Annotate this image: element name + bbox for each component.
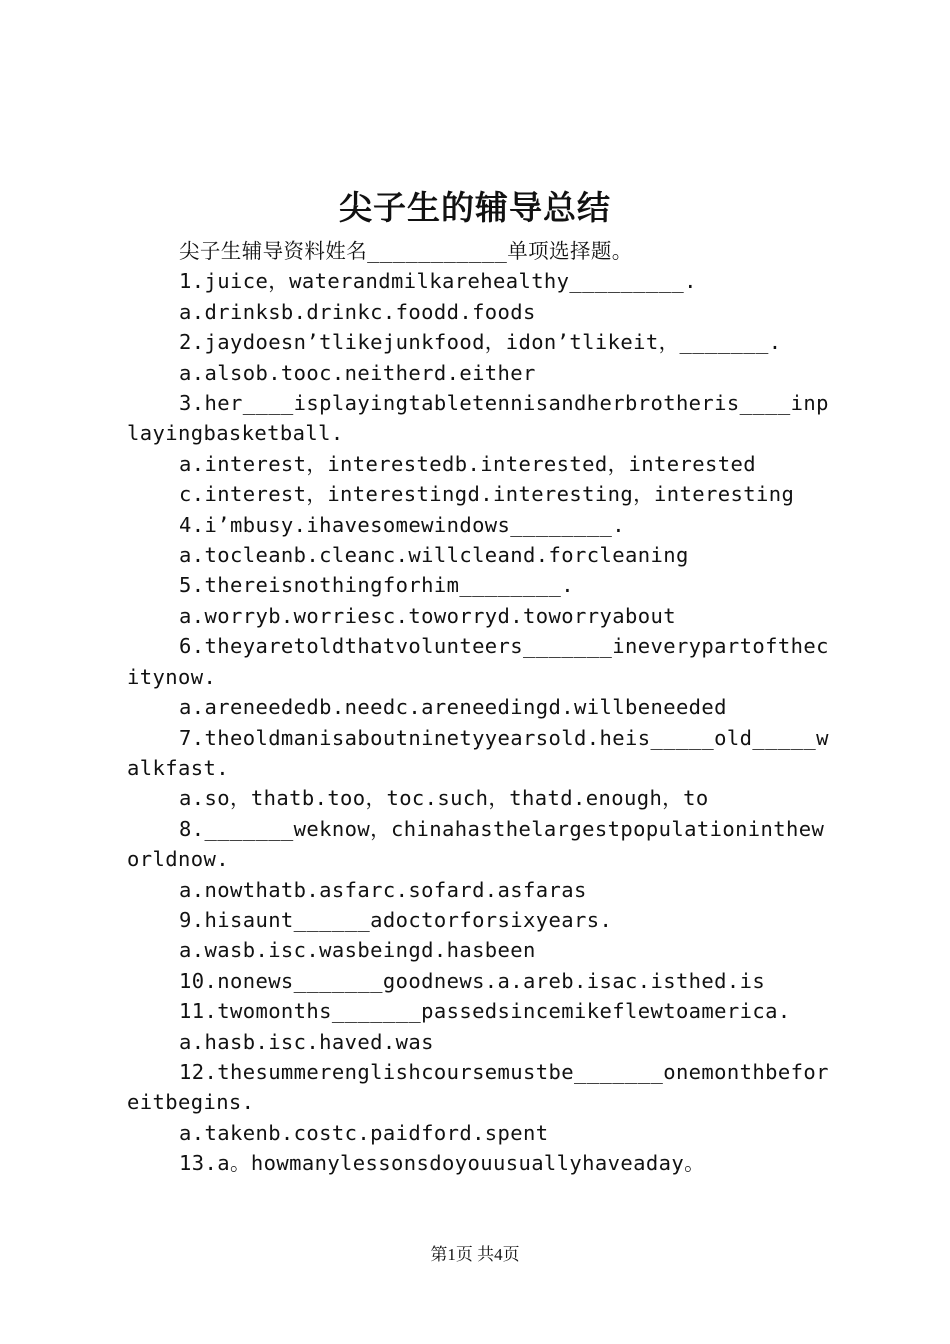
question-12: 12.thesummerenglishcoursemustbe_______onemonthbeforeitbegins. bbox=[127, 1059, 829, 1115]
question-13: 13.a。howmanylessonsdoyouusuallyhaveaday。 bbox=[179, 1151, 705, 1176]
options-11: a.hasb.isc.haved.was bbox=[179, 1029, 434, 1054]
document-body bbox=[127, 236, 833, 1179]
question-7: 7.theoldmanisaboutninetyyearsold.heis_____old_____walkfast. bbox=[127, 725, 829, 780]
options-1: a.drinksb.drinkc.foodd.foods bbox=[179, 299, 536, 324]
options-3-ab: a.interest，interestedb.interested，interested bbox=[179, 451, 756, 476]
question-5: 5.thereisnothingforhim________. bbox=[179, 573, 575, 598]
paragraph-intro: 尖子生辅导资料姓名___________单项选择题。 bbox=[179, 239, 633, 263]
options-2: a.alsob.tooc.neitherd.either bbox=[179, 360, 536, 385]
question-3: 3.her____isplayingtabletennisandherbrotheris____inplayingbasketball. bbox=[127, 391, 829, 446]
question-4: 4.i’mbusy.ihavesomewindows________. bbox=[179, 512, 625, 537]
document-title: 尖子生的辅导总结 bbox=[339, 188, 611, 227]
options-7: a.so，thatb.too，toc.such，thatd.enough，to bbox=[179, 786, 709, 811]
options-9: a.wasb.isc.wasbeingd.hasbeen bbox=[179, 938, 536, 963]
options-12: a.takenb.costc.paidford.spent bbox=[179, 1120, 549, 1145]
question-6: 6.theyaretoldthatvolunteers_______ineverypartofthecitynow. bbox=[127, 634, 829, 689]
options-3-cd: c.interest，interestingd.interesting，interesting bbox=[179, 482, 795, 507]
question-9: 9.hisaunt______adoctorforsixyears. bbox=[179, 907, 613, 932]
page-footer: 第1页 共4页 bbox=[430, 1245, 520, 1264]
question-10: 10.nonews_______goodnews.a.areb.isac.isthed.is bbox=[179, 968, 766, 993]
question-8: 8._______weknow，chinahasthelargestpopulationintheworldnow. bbox=[127, 816, 825, 872]
question-2: 2.jaydoesn’tlikejunkfood，idon’tlikeit，_______. bbox=[179, 330, 782, 355]
question-11: 11.twomonths_______passedsincemikeflewtoamerica. bbox=[179, 999, 791, 1024]
options-4: a.tocleanb.cleanc.willcleand.forcleaning bbox=[179, 543, 689, 568]
question-1: 1.juice，waterandmilkarehealthy_________. bbox=[179, 269, 697, 294]
options-5: a.worryb.worriesc.toworryd.toworryabout bbox=[179, 603, 676, 628]
options-6: a.areneededb.needc.areneedingd.willbeneeded bbox=[179, 695, 727, 720]
options-8: a.nowthatb.asfarc.sofard.asfaras bbox=[179, 877, 587, 902]
